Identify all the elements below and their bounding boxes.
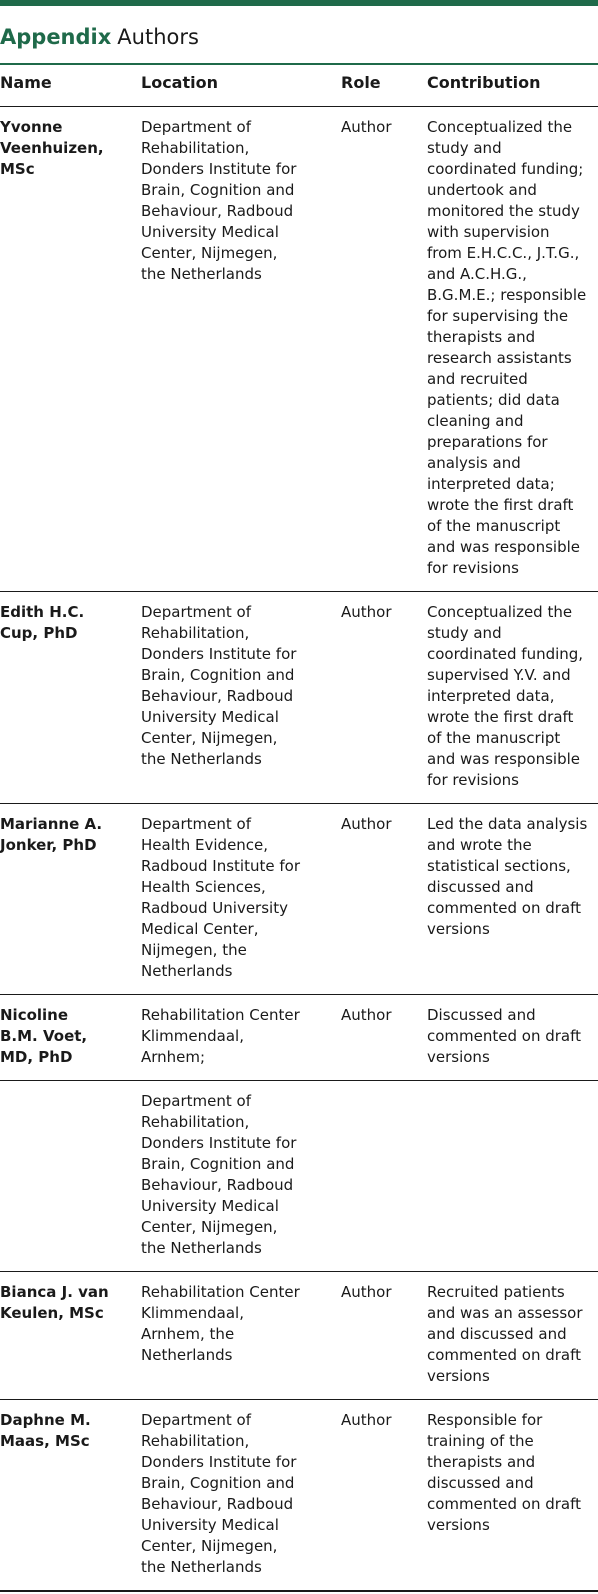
author-role: Author <box>341 1283 392 1301</box>
author-name: Yvonne Veenhuizen, MSc <box>0 118 104 178</box>
table-title <box>0 22 199 52</box>
authors-table <box>0 63 598 1592</box>
author-name: Edith H.C. Cup, PhD <box>0 603 85 642</box>
header-name: Name <box>0 73 52 92</box>
author-contribution: Responsible for training of the therapists and discussed and commented on draft versions <box>427 1411 582 1534</box>
header-location: Location <box>141 73 218 92</box>
table-row <box>0 592 598 804</box>
author-location: Department of Rehabilitation, Donders Institute for Brain, Cognition and Behaviour, Radboud University Medical Center, Nijmegen, the Netherlands <box>141 118 297 283</box>
author-location: Department of Health Evidence, Radboud Institute for Health Sciences, Radboud University Medical Center, Nijmegen, the Netherlands <box>141 815 300 980</box>
author-name: Bianca J. van Keulen, MSc <box>0 1283 109 1322</box>
author-role: Author <box>341 1006 392 1024</box>
author-role: Author <box>341 603 392 621</box>
author-contribution: Conceptualized the study and coordinated funding, supervised Y.V. and interpreted data, wrote the first draft of the manuscript and was responsible for revisions <box>427 603 584 789</box>
table-row <box>0 1272 598 1400</box>
table-row <box>0 1400 598 1592</box>
author-name: Nicoline B.M. Voet, MD, PhD <box>0 1006 88 1066</box>
author-location: Rehabilitation Center Klimmendaal, Arnhem, the Netherlands <box>141 1283 300 1364</box>
table-row <box>0 1081 598 1272</box>
table-row <box>0 995 598 1081</box>
author-location: Rehabilitation Center Klimmendaal, Arnhem; <box>141 1006 300 1066</box>
author-contribution: Conceptualized the study and coordinated funding; undertook and monitored the study with supervision from E.H.C.C., J.T.G., and A.C.H.G., B.G.M.E.; responsible for supervising the therapists and research assistants and recruited patients; did data cleaning and preparations for analysis and interpreted data; wrote the first draft of the manuscript and was responsible for revisions <box>427 118 587 577</box>
author-location: Department of Rehabilitation, Donders Institute for Brain, Cognition and Behaviour, Radboud University Medical Center, Nijmegen, the Netherlands <box>141 1411 297 1576</box>
table-header-row <box>0 65 598 107</box>
author-contribution: Led the data analysis and wrote the statistical sections, discussed and commented on draft versions <box>427 815 588 938</box>
top-rule <box>0 0 598 6</box>
author-name: Daphne M. Maas, MSc <box>0 1411 91 1450</box>
author-name: Marianne A. Jonker, PhD <box>0 815 103 854</box>
table-title-text: Authors <box>117 25 199 49</box>
header-role: Role <box>341 73 381 92</box>
author-location: Department of Rehabilitation, Donders Institute for Brain, Cognition and Behaviour, Radboud University Medical Center, Nijmegen, the Netherlands <box>141 1092 297 1257</box>
author-location: Department of Rehabilitation, Donders Institute for Brain, Cognition and Behaviour, Radboud University Medical Center, Nijmegen, the Netherlands <box>141 603 297 768</box>
author-contribution: Discussed and commented on draft versions <box>427 1006 582 1066</box>
author-role: Author <box>341 1411 392 1429</box>
author-contribution: Recruited patients and was an assessor and discussed and commented on draft versions <box>427 1283 583 1385</box>
header-contribution: Contribution <box>427 73 541 92</box>
table-title-label: Appendix <box>0 25 112 49</box>
table-row <box>0 804 598 995</box>
author-role: Author <box>341 815 392 833</box>
author-role: Author <box>341 118 392 136</box>
table-row <box>0 107 598 592</box>
